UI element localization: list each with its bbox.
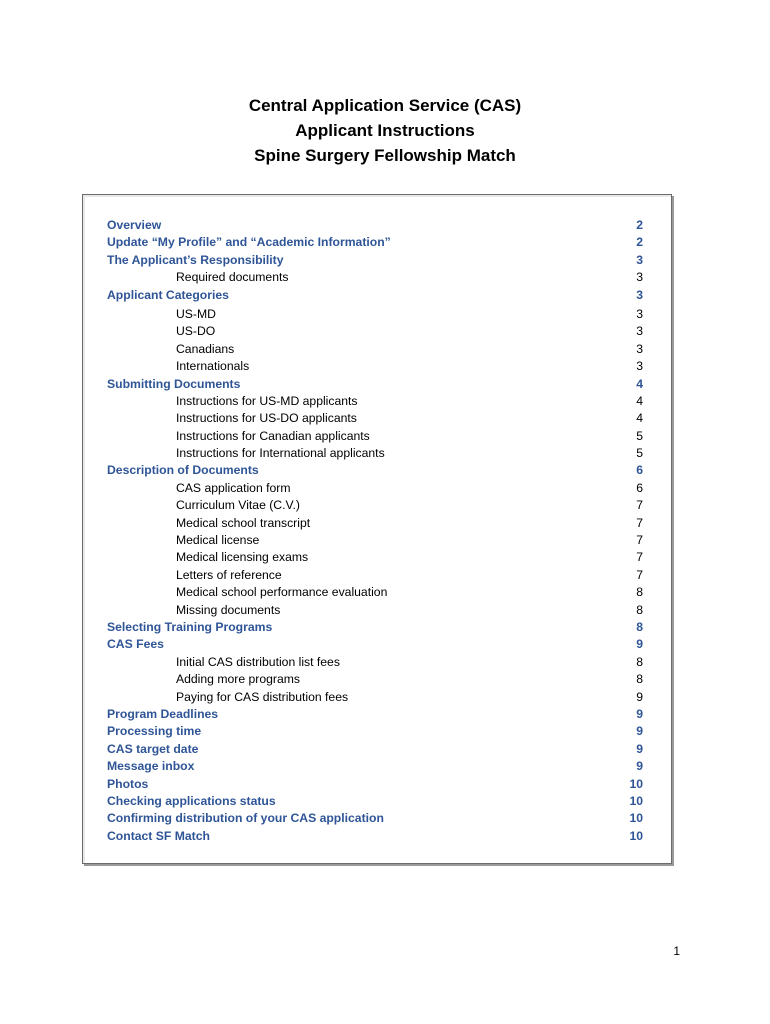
- toc-entry-label: Instructions for US-DO applicants: [176, 411, 357, 426]
- toc-entry[interactable]: [107, 706, 647, 723]
- toc-entry-page: 8: [636, 602, 643, 617]
- toc-entry-label: Canadians: [176, 341, 235, 356]
- toc-entry[interactable]: [107, 793, 647, 810]
- toc-subentry: [107, 497, 647, 514]
- toc-subentry: [107, 689, 647, 706]
- toc-entry-label: CAS Fees: [107, 637, 164, 652]
- toc-entry[interactable]: [107, 758, 647, 775]
- toc-entry-page: 9: [636, 689, 643, 704]
- toc-entry-page: 4: [636, 376, 643, 391]
- toc-entry-page: 10: [629, 793, 643, 808]
- toc-entry-page: 7: [636, 498, 643, 513]
- toc-entry-label: Contact SF Match: [107, 828, 210, 843]
- toc-entry-label: Confirming distribution of your CAS application: [107, 811, 384, 826]
- document-title: [0, 93, 770, 168]
- toc-entry-label: Description of Documents: [107, 463, 259, 478]
- toc-entry-page: 7: [636, 515, 643, 530]
- toc-entry-label: Instructions for US-MD applicants: [176, 393, 358, 408]
- toc-entry-label: Required documents: [176, 270, 289, 285]
- toc-entry-label: Instructions for International applicants: [176, 446, 385, 461]
- toc-entry[interactable]: [107, 287, 647, 304]
- toc-entry-label: Instructions for Canadian applicants: [176, 428, 370, 443]
- toc-subentry: [107, 445, 647, 462]
- toc-entry-label: Processing time: [107, 724, 202, 739]
- toc-entry-label: US-MD: [176, 306, 216, 321]
- toc-entry-page: 5: [636, 446, 643, 461]
- title-line-2: Applicant Instructions: [295, 121, 475, 140]
- toc-entry-label: Update “My Profile” and “Academic Information”: [107, 235, 391, 250]
- toc-entry[interactable]: [107, 810, 647, 827]
- toc-entry[interactable]: [107, 776, 647, 793]
- toc-entry[interactable]: [107, 462, 647, 479]
- toc-entry-label: Adding more programs: [176, 672, 300, 687]
- toc-entry-page: 4: [636, 393, 643, 408]
- toc-entry-label: Program Deadlines: [107, 706, 219, 721]
- toc-entry-page: 4: [636, 411, 643, 426]
- toc-entry[interactable]: [107, 723, 647, 740]
- toc-subentry: [107, 323, 647, 340]
- toc-entry-page: 8: [636, 619, 643, 634]
- toc-entry[interactable]: [107, 636, 647, 653]
- toc-subentry: [107, 584, 647, 601]
- toc-entry-label: The Applicant’s Responsibility: [107, 252, 284, 267]
- toc-entry-label: Letters of reference: [176, 567, 282, 582]
- toc-entry-page: 2: [636, 235, 643, 250]
- toc-entry-page: 9: [636, 724, 643, 739]
- toc-entry-label: Curriculum Vitae (C.V.): [176, 498, 300, 513]
- toc-entry[interactable]: [107, 828, 647, 845]
- toc-entry[interactable]: [107, 376, 647, 393]
- toc-entry[interactable]: [107, 741, 647, 758]
- toc-entry-page: 3: [636, 270, 643, 285]
- toc-entry-page: 7: [636, 550, 643, 565]
- toc-subentry: [107, 269, 647, 286]
- toc-entry-page: 9: [636, 759, 643, 774]
- toc-entry[interactable]: [107, 619, 647, 636]
- toc-entry-label: Applicant Categories: [107, 287, 229, 302]
- toc-subentry: [107, 654, 647, 671]
- toc-entry-label: CAS application form: [176, 480, 291, 495]
- toc-subentry: [107, 358, 647, 375]
- toc-subentry: [107, 567, 647, 584]
- page-number: 1: [673, 944, 680, 958]
- toc-entry-page: 7: [636, 567, 643, 582]
- toc-entry-page: 10: [629, 828, 643, 843]
- toc-entry-page: 8: [636, 672, 643, 687]
- toc-entry-page: 5: [636, 428, 643, 443]
- toc-entry-page: 8: [636, 654, 643, 669]
- toc-entry-page: 2: [636, 218, 643, 232]
- toc-entry-label: Message inbox: [107, 759, 195, 774]
- toc-entry-page: 8: [636, 585, 643, 600]
- toc-subentry: [107, 341, 647, 358]
- toc-entry-page: 3: [636, 324, 643, 339]
- toc-entry-label: Checking applications status: [107, 793, 276, 808]
- toc-entry-label: Internationals: [176, 359, 250, 374]
- toc-entry-label: US-DO: [176, 324, 216, 339]
- toc-entry-label: CAS target date: [107, 741, 199, 756]
- toc-entry-label: Overview: [107, 218, 162, 232]
- toc-entry-label: Photos: [107, 776, 149, 791]
- toc-entry-page: 3: [636, 252, 643, 267]
- toc-subentry: [107, 602, 647, 619]
- toc-entry-page: 7: [636, 533, 643, 548]
- title-line-3: Spine Surgery Fellowship Match: [254, 146, 516, 165]
- toc-subentry: [107, 306, 647, 323]
- toc-entry[interactable]: [107, 252, 647, 269]
- toc-subentry: [107, 480, 647, 497]
- toc-entry[interactable]: [107, 217, 647, 234]
- toc-list: [107, 217, 647, 845]
- toc-entry-page: 3: [636, 359, 643, 374]
- toc-entry-page: 3: [636, 287, 643, 302]
- toc-subentry: [107, 671, 647, 688]
- toc-subentry: [107, 428, 647, 445]
- toc-entry-label: Medical license: [176, 533, 260, 548]
- toc-entry-page: 3: [636, 306, 643, 321]
- toc-subentry: [107, 393, 647, 410]
- toc-entry-label: Initial CAS distribution list fees: [176, 654, 340, 669]
- table-of-contents: [82, 194, 672, 864]
- toc-entry-label: Medical school performance evaluation: [176, 585, 388, 600]
- toc-subentry: [107, 549, 647, 566]
- toc-entry-page: 9: [636, 706, 643, 721]
- toc-entry-page: 6: [636, 480, 643, 495]
- toc-entry-page: 6: [636, 463, 643, 478]
- toc-entry-label: Selecting Training Programs: [107, 619, 273, 634]
- title-line-1: Central Application Service (CAS): [248, 96, 522, 115]
- toc-entry-label: Medical licensing exams: [176, 550, 309, 565]
- toc-entry-page: 10: [629, 776, 643, 791]
- toc-entry-page: 3: [636, 341, 643, 356]
- toc-entry-label: Paying for CAS distribution fees: [176, 689, 349, 704]
- toc-entry[interactable]: [107, 234, 647, 251]
- toc-entry-page: 9: [636, 637, 643, 652]
- toc-subentry: [107, 515, 647, 532]
- toc-subentry: [107, 410, 647, 427]
- toc-entry-label: Missing documents: [176, 602, 281, 617]
- toc-entry-label: Submitting Documents: [107, 376, 241, 391]
- toc-entry-page: 10: [629, 811, 643, 826]
- toc-entry-label: Medical school transcript: [176, 515, 311, 530]
- toc-subentry: [107, 532, 647, 549]
- toc-entry-page: 9: [636, 741, 643, 756]
